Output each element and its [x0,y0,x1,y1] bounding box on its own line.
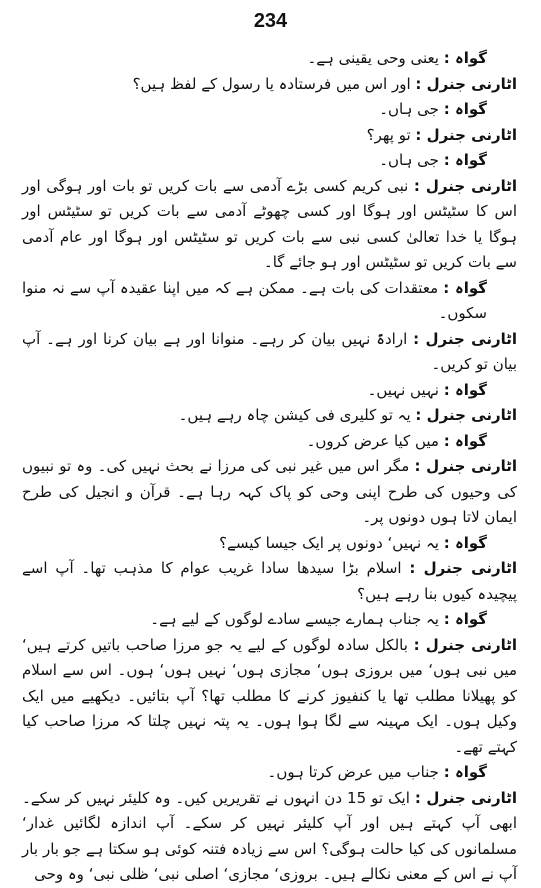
paragraph [22,123,517,149]
speaker-label: گواہ : [443,610,487,628]
speaker-label: اٹارنی جنرل : [413,329,517,348]
paragraph [22,148,517,174]
paragraph-text: جناب میں عرض کرتا ہوں۔ [267,763,444,781]
transcript-body [22,46,517,888]
paragraph [22,403,517,429]
speaker-label: گواہ : [443,49,487,67]
paragraph [22,429,517,455]
speaker-label: گواہ : [443,533,487,552]
paragraph [22,174,517,276]
paragraph-text: نبی کریم کسی بڑے آدمی سے بات کریں تو بات اور ہوگی اور اس کا سٹیٹس اور ہوگا اور کسی چھوٹے آدمی سے بات کریں تو سٹیٹس اور ہوگا یا خدا تعالیٰ کسی نبی سے بات کریں تو سٹیٹس اور ہوگا اور عام آدمی سے بات کریں تو سٹیٹس اور ہو جائے گا۔ [22,176,517,271]
speaker-label: گواہ : [443,151,487,169]
paragraph [22,276,517,327]
speaker-label: اٹارنی جنرل : [414,457,517,475]
paragraph [22,531,517,557]
speaker-label: اٹارنی جنرل : [415,406,517,424]
page-number: 234 [253,10,288,32]
paragraph-text: یہ جناب ہمارے جیسے سادے لوگوں کے لیے ہے۔ [150,610,444,628]
paragraph [22,327,517,378]
paragraph-text: ایک تو 15 دن انہوں نے تقریریں کیں۔ وہ کلیئر نہیں کر سکے۔ ابھی آپ کہتے ہیں اور آپ کلیئر نہیں کر سکے۔ آپ اندازہ لگائیں غدار‘ مسلمانوں کی کیا حالت ہوگی؟ اس سے زیادہ فتنہ کوئی ہو سکتا ہے جو بار بار آپ نے اس کے معنی نکالے ہیں۔ بروزی‘ مجازی‘ اصلی نبی‘ ظلی نبی‘ وہ وحی [22,788,517,883]
paragraph-text: مگر اس میں غیر نبی کی مرزا نے بحث نہیں کی۔ وہ تو نبیوں کی وحیوں کی طرح اپنی وحی کو پاک کہہ رہا ہے۔ قرآن و انجیل کی طرح ایمان لاتا ہوں دونوں پر۔ [22,457,517,526]
speaker-label: گواہ : [443,763,487,781]
paragraph-text: یعنی وحی یقینی ہے۔ [307,49,444,67]
speaker-label: اٹارنی جنرل : [415,74,517,93]
paragraph-text: بالکل سادہ لوگوں کے لیے یہ جو مرزا صاحب باتیں کرتے ہیں‘ میں نبی ہوں‘ میں بروزی ہوں‘ مجازی ہوں‘ نہیں ہوں‘ ہوں۔ اس سے اسلام کو پھیلانا مطلب تھا یا کنفیوز کرنے کا مطلب تھا؟ آپ بتائیں۔ دیکھیے میں ایک وکیل ہوں۔ ایک مہینہ سے لگا ہوا ہوں۔ یہ پتہ نہیں چلتا کہ مرزا صاحب کیا کہتے تھے۔ [22,635,517,756]
paragraph [22,633,517,761]
speaker-label: گواہ : [443,100,487,118]
paragraph [22,786,517,888]
paragraph-text: جی ہاں۔ [379,100,444,118]
paragraph-text: اسلام بڑا سیدھا سادا غریب عوام کا مذہب تھا۔ آپ اسے پیچیدہ کیوں بنا رہے ہیں؟ [22,559,517,603]
paragraph-text: میں کیا عرض کروں۔ [306,431,444,450]
paragraph [22,454,517,531]
speaker-label: اٹارنی جنرل : [413,176,517,195]
speaker-label: اٹارنی جنرل : [415,125,517,144]
paragraph-text: اور اس میں فرستادہ یا رسول کے لفظ ہیں؟ [132,74,416,93]
paragraph [22,97,517,123]
speaker-label: گواہ : [443,380,487,399]
paragraph-text: ارادۃً نہیں بیان کر رہے۔ منوانا اور ہے بیان کرنا اور ہے۔ آپ بیان تو کریں۔ [22,329,517,373]
paragraph-text: معتقدات کی بات ہے۔ ممکن ہے کہ میں اپنا عقیدہ آپ سے نہ منوا سکوں۔ [22,278,487,322]
paragraph-text: جی ہاں۔ [379,151,444,169]
paragraph [22,760,517,786]
speaker-label: گواہ : [443,278,488,297]
paragraph [22,46,517,72]
speaker-label: اٹارنی جنرل : [413,635,517,654]
paragraph-text: یہ تو کلیری فی کیشن چاہ رہے ہیں۔ [178,406,416,424]
paragraph-text: نہیں نہیں۔ [367,380,444,399]
speaker-label: اٹارنی جنرل : [414,788,517,807]
paragraph [22,72,517,98]
paragraph-text: تو پھر؟ [366,125,416,144]
paragraph [22,556,517,607]
paragraph-text: یہ نہیں‘ دونوں پر ایک جیسا کیسے؟ [219,533,444,552]
speaker-label: اٹارنی جنرل : [409,559,517,577]
paragraph [22,378,517,404]
speaker-label: گواہ : [443,431,487,450]
paragraph [22,607,517,633]
